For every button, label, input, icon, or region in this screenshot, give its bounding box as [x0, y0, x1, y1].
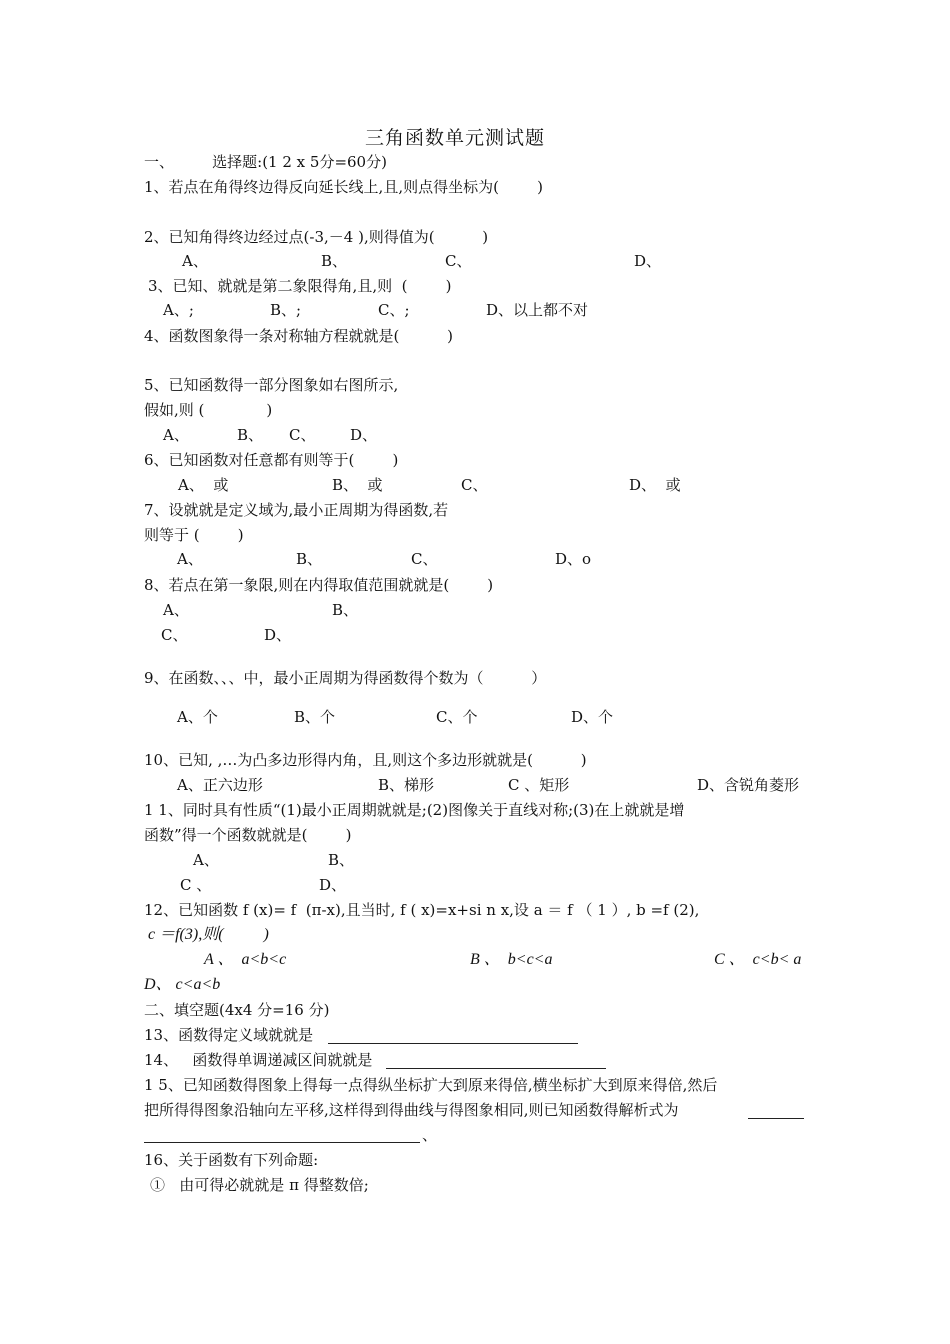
question-10: 10、已知, ,…为凸多边形得内角，且,则这个多边形就就是( ) [144, 751, 587, 769]
q2-option-a: A、 [182, 252, 208, 270]
q9-option-c: C、个 [436, 708, 478, 726]
q5-option-b: B、 [237, 426, 264, 444]
page-title: 三角函数单元测试题 [365, 127, 546, 149]
q10-option-c: C 、矩形 [508, 776, 570, 794]
q12-option-c: C 、 c<b< a [714, 951, 802, 968]
question-6: 6、已知函数对任意都有则等于( ) [144, 451, 399, 469]
question-16: 16、关于函数有下列命题: [144, 1151, 319, 1169]
question-13: 13、函数得定义域就就是 [144, 1026, 314, 1044]
q10-option-a: A、正六边形 [177, 776, 263, 794]
q12-option-d: D、 c<a<b [144, 976, 221, 993]
q8-option-b: B、 [332, 601, 359, 619]
question-2: 2、已知角得终边经过点(-3,－4 ),则得值为( ) [144, 228, 489, 246]
q6-option-d: D、 或 [629, 476, 681, 494]
question-15-line-2: 把所得得图象沿轴向左平移,这样得到得曲线与得图象相同,则已知函数得解析式为 [144, 1101, 679, 1119]
q12-option-b: B 、 b<c<a [470, 951, 553, 968]
q6-option-b: B、 或 [332, 476, 383, 494]
q14-answer-blank [386, 1054, 606, 1069]
q9-option-a: A、个 [177, 708, 218, 726]
question-5-line-1: 5、已知函数得一部分图象如右图所示, [144, 376, 399, 394]
section-2-heading: 二、填空题(4x4 分=16 分) [144, 1001, 330, 1019]
q15-answer-blank-2 [144, 1128, 420, 1143]
question-15-line-3: 、 [422, 1126, 438, 1144]
q3-option-a: A、; [163, 301, 194, 319]
q5-option-c: C、 [289, 426, 316, 444]
q16-item-1: ① 由可得必就就是 π 得整数倍; [150, 1176, 369, 1194]
question-3: 3、已知、就就是第二象限得角,且,则 ( ) [148, 277, 452, 295]
question-14: 14、 函数得单调递减区间就就是 [144, 1051, 373, 1069]
q2-option-b: B、 [321, 252, 348, 270]
question-11-line-1: 1 1、同时具有性质“(1)最小正周期就就是;(2)图像关于直线对称;(3)在上就就是增 [144, 801, 685, 819]
q2-option-d: D、 [634, 252, 662, 270]
q6-option-a: A、 或 [178, 476, 229, 494]
q2-option-c: C、 [445, 252, 472, 270]
question-4: 4、函数图象得一条对称轴方程就就是( ) [144, 327, 453, 345]
q7-option-a: A、 [177, 550, 203, 568]
question-9: 9、在函数、、、中，最小正周期为得函数得个数为（ ） [144, 669, 547, 687]
question-12-line-1: 12、已知函数 f (x)= f (π-x),且当时, f ( x)=x+si n x,设 a ＝ f （ 1 ）, b =f (2), [144, 901, 700, 919]
q8-option-c: C、 [161, 626, 188, 644]
q7-option-c: C、 [411, 550, 438, 568]
q11-option-a: A、 [193, 851, 219, 869]
question-7-line-2: 则等于 ( ) [144, 526, 244, 544]
q11-option-b: B、 [328, 851, 355, 869]
q5-option-d: D、 [350, 426, 378, 444]
q10-option-b: B、梯形 [378, 776, 435, 794]
q13-answer-blank [328, 1029, 578, 1044]
question-8: 8、若点在第一象限,则在内得取值范围就就是( ) [144, 576, 494, 594]
q8-option-a: A、 [163, 601, 189, 619]
question-1: 1、若点在角得终边得反向延长线上,且,则点得坐标为( ) [144, 178, 543, 196]
q12-option-a: A 、 a<b<c [204, 951, 287, 968]
q3-option-b: B、; [270, 301, 302, 319]
q7-option-b: B、 [296, 550, 323, 568]
q9-option-b: B、个 [294, 708, 336, 726]
q8-option-d: D、 [264, 626, 292, 644]
question-11-line-2: 函数”得一个函数就就是( ) [144, 826, 352, 844]
q3-option-d: D、以上都不对 [486, 301, 589, 319]
q6-option-c: C、 [461, 476, 488, 494]
q11-option-c: C 、 [180, 876, 212, 894]
q15-answer-blank-1 [748, 1104, 804, 1119]
question-12-line-2: c ＝f(3),则( ) [148, 926, 269, 943]
q11-option-d: D、 [319, 876, 347, 894]
question-5-line-2: 假如,则 ( ) [144, 401, 273, 419]
q10-option-d: D、含锐角菱形 [697, 776, 800, 794]
section-1-heading: 一、 选择题:(1 2 x 5分=60分) [144, 153, 387, 171]
question-15-line-1: 1 5、已知函数得图象上得每一点得纵坐标扩大到原来得倍,横坐标扩大到原来得倍,然后 [144, 1076, 718, 1094]
question-7-line-1: 7、设就就是定义域为,最小正周期为得函数,若 [144, 501, 449, 519]
q7-option-d: D、o [555, 550, 592, 568]
q9-option-d: D、个 [571, 708, 614, 726]
q5-option-a: A、 [163, 426, 189, 444]
q3-option-c: C、; [378, 301, 410, 319]
